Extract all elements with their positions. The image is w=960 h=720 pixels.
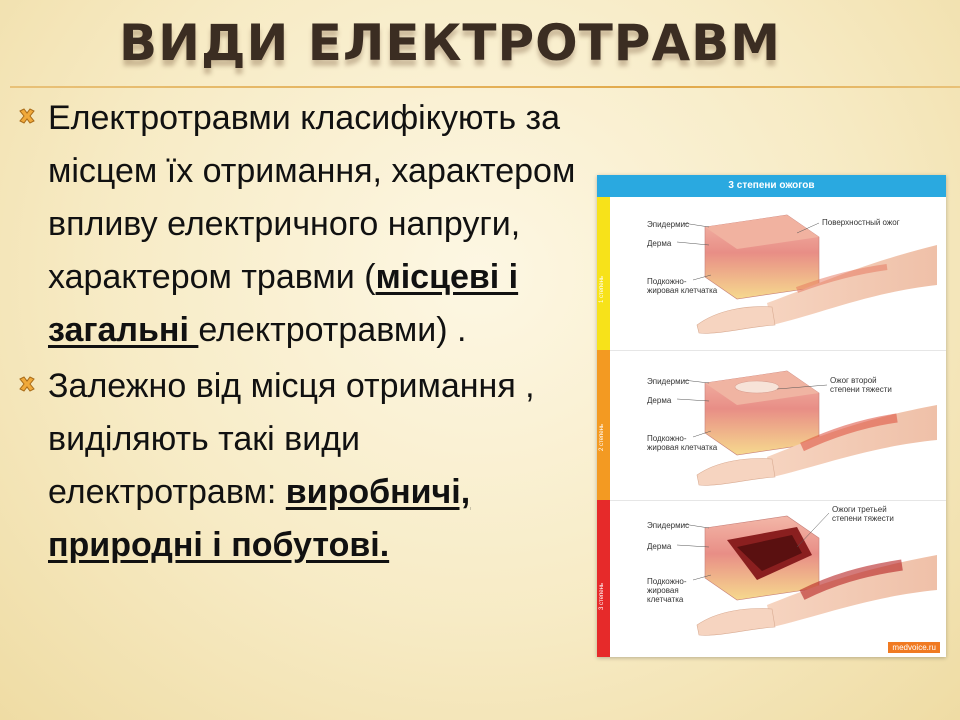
x-mark-icon	[17, 106, 37, 126]
degree-label: 3 степень	[599, 582, 605, 610]
bullet-text	[48, 92, 584, 357]
burn-callout: Ожоги третьей	[832, 505, 887, 514]
burn-callout: Ожог второй	[830, 376, 877, 385]
bullet-text-part: Електротравми класифікують за місцем їх отримання, характером впливу електричного напруги, характером травми (	[48, 99, 576, 296]
bullet-emphasis: місцеві і загальні	[48, 258, 519, 349]
epidermis-label: Эпидермис	[647, 377, 690, 386]
subcutis-label: Подкожно-	[647, 434, 687, 443]
burn-callout: Поверхностный ожог	[822, 218, 900, 227]
bullet-list	[14, 92, 584, 572]
bullet-item	[14, 92, 584, 357]
illustration-header: 3 степени ожогов	[597, 175, 946, 197]
slide-title: ВИДИ ЕЛЕКТРОТРАВМ	[118, 14, 782, 72]
degree-label: 2 степень	[599, 423, 605, 451]
burn-callout: степени тяжести	[832, 514, 894, 523]
epidermis-label: Эпидермис	[647, 521, 690, 530]
dermis-label: Дерма	[647, 396, 672, 405]
skin-block-3	[697, 516, 937, 635]
skin-block-2	[697, 371, 937, 485]
subcutis-label: Подкожно-	[647, 577, 687, 586]
burn-callout: степени тяжести	[830, 385, 892, 394]
dermis-label: Дерма	[647, 542, 672, 551]
degree-label: 1 степень	[599, 275, 605, 303]
dermis-label: Дерма	[647, 239, 672, 248]
subcutis-label: жировая	[647, 586, 679, 595]
subcutis-label: жировая клетчатка	[647, 443, 718, 452]
epidermis-label: Эпидермис	[647, 220, 690, 229]
bullet-emphasis: виробничі, природні і побутові.	[48, 473, 471, 564]
subcutis-label: жировая клетчатка	[647, 286, 718, 295]
burn-degrees-illustration	[597, 175, 946, 657]
bullet-text-part: електротравми) .	[198, 311, 467, 349]
subcutis-label: Подкожно-	[647, 277, 687, 286]
skin-block-1	[697, 215, 937, 333]
bullet-text-part: Залежно від місця отримання , виділяють такі види електротравм:	[48, 367, 535, 511]
title-divider	[10, 86, 960, 88]
x-mark-icon	[17, 374, 37, 394]
bullet-text	[48, 360, 584, 572]
source-credit: medvoice.ru	[888, 642, 940, 653]
subcutis-label: клетчатка	[647, 595, 684, 604]
bullet-item	[14, 360, 584, 572]
